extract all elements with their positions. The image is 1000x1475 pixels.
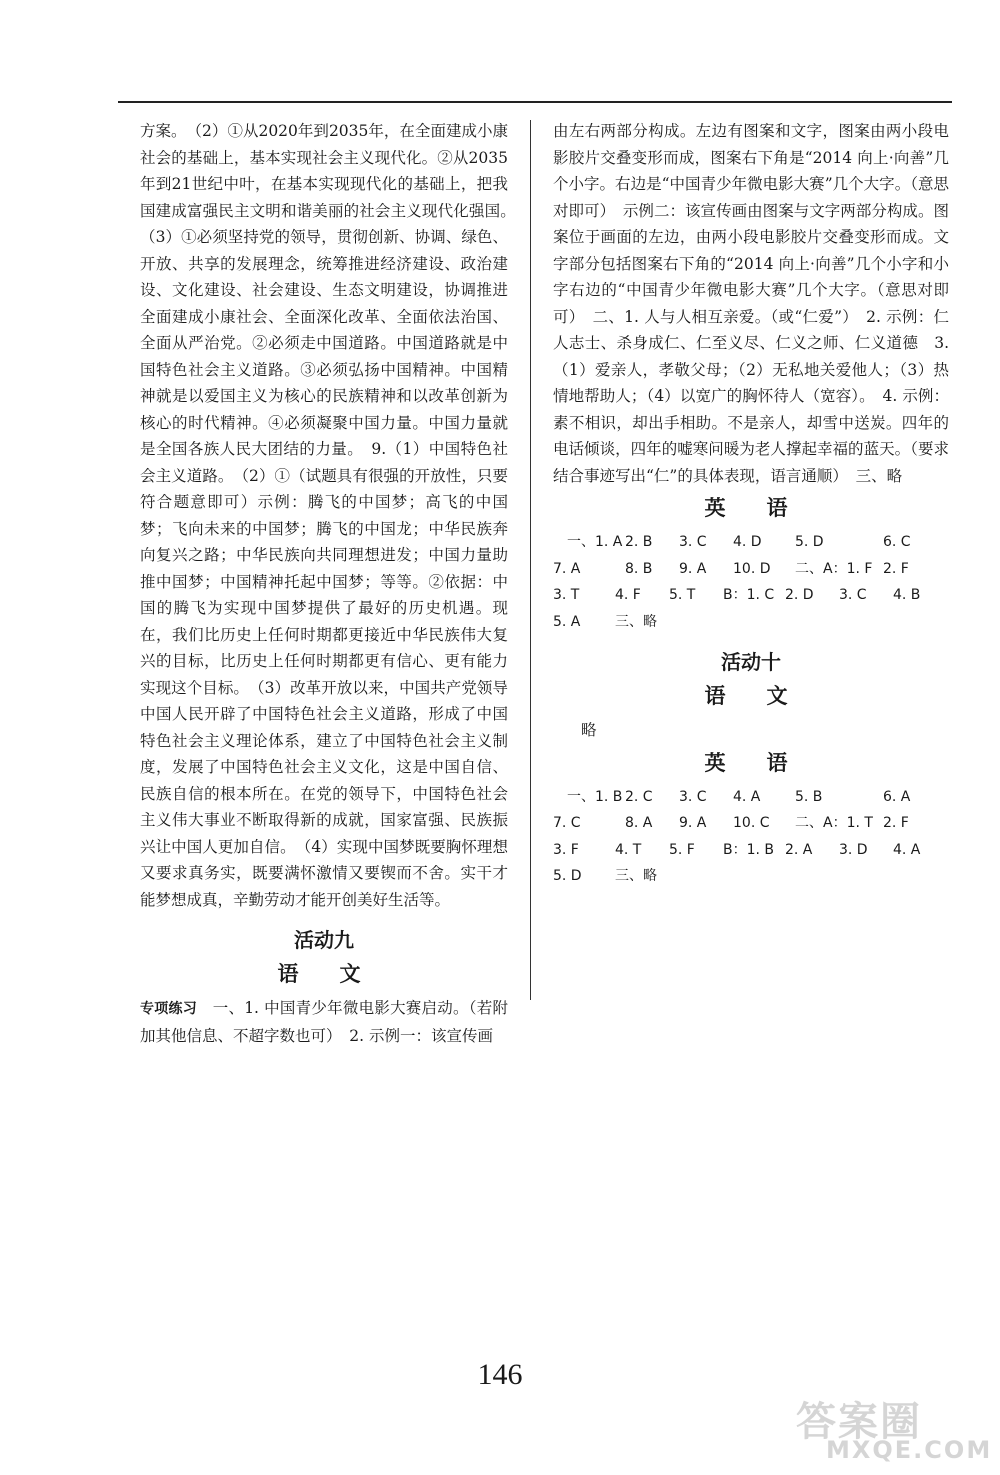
special-practice-label: 专项练习 <box>140 1001 197 1017</box>
special-practice-paragraph <box>140 995 508 1049</box>
english-answer-1-item: 2. F <box>883 560 909 577</box>
english-answer-1-item: 3. T <box>553 587 580 603</box>
left-column <box>140 118 524 1049</box>
english-answer-2-item: 二、A：1. T <box>795 815 873 831</box>
activity-9-heading: 活动九 <box>294 928 354 952</box>
english-answer-2-row <box>553 863 949 890</box>
english-answer-1-item: 5. A <box>553 613 581 630</box>
english-subject-heading-2: 英 语 <box>704 749 798 775</box>
english-answer-2-item: 5. D <box>553 868 582 884</box>
english-answer-2-item: 3. C <box>679 788 707 805</box>
english-answer-2-item: 5. F <box>669 841 695 858</box>
watermark-text: 答案圈 <box>796 1399 922 1445</box>
english-answer-2-row <box>553 837 949 864</box>
english-answer-2-item: 一、1. B <box>553 788 623 805</box>
page-number: 146 <box>477 1358 523 1391</box>
english-subject-heading-1: 英 语 <box>704 495 798 520</box>
english-answer-1-item: 9. A <box>679 560 707 577</box>
english-answer-1-item: B：1. C <box>723 587 775 603</box>
english-answer-1-row <box>553 582 949 609</box>
english-answer-2-item: 4. A <box>733 788 761 805</box>
english-answer-1-item: 3. C <box>679 534 707 550</box>
english-answer-1-row <box>553 529 949 556</box>
english-answer-1-item: 3. C <box>839 587 867 603</box>
special-practice-text: 一、1. 中国青少年微电影大赛启动。（若附加其他信息、不超字数也可） 2. 示例一：该宣传画 <box>140 999 509 1045</box>
english-answer-2-item: 三、略 <box>615 868 657 884</box>
english-answer-1-row <box>553 609 949 636</box>
english-answer-1-item: 10. D <box>733 560 771 577</box>
english-answer-2-item: 9. A <box>679 815 707 831</box>
english-answer-2-item: 3. F <box>553 841 579 858</box>
english-answer-2-item: 10. C <box>733 815 770 831</box>
chinese-subject-heading: 语 文 <box>277 961 371 986</box>
column-divider <box>530 120 531 1000</box>
english-answer-2-item: 8. A <box>625 815 653 831</box>
english-answer-1-row <box>553 556 949 583</box>
right-column <box>553 118 949 890</box>
english-answer-2-item: 2. A <box>785 841 813 858</box>
english-answer-1-item: 4. B <box>893 587 921 603</box>
english-answer-1-item: 二、A：1. F <box>795 560 873 577</box>
english-answer-2-item: 4. T <box>615 841 642 858</box>
english-answer-1-item: 2. B <box>625 534 653 550</box>
english-answer-2-item: 2. C <box>625 788 653 805</box>
header-rule <box>118 101 952 103</box>
english-answer-1-item: 4. F <box>615 587 641 603</box>
english-answer-2-item: 5. B <box>795 788 823 805</box>
watermark-url: MXQE.COM <box>826 1436 993 1464</box>
english-answer-1-item: 一、1. A <box>553 534 623 550</box>
english-answer-2-item: 4. A <box>893 841 921 858</box>
english-answer-2-row <box>553 784 949 811</box>
english-answer-2-item: 6. A <box>883 788 911 805</box>
english-answer-2-row <box>553 810 949 837</box>
english-answer-2-item: B：1. B <box>723 841 775 858</box>
english-answer-2-item: 7. C <box>553 815 581 831</box>
english-answer-1-item: 三、略 <box>615 613 657 630</box>
right-paragraph-answers: 由左右两部分构成。左边有图案和文字，图案由两小段电影胶片交叠变形而成，图案右下角是“2014 向上·向善”几个小字。右边是“中国青少年微电影大赛”几个大字。（意思对即可） 示例二：该宣传画由图案与文字两部分构成。图案位于画面的左边，由两小段电影胶片交叠变形而成。文字部分包括图案右下角的“2014 向上·向善”几个小字和小字右边的“中国青少年微电影大赛”几个大字。（意思对即可） 二、1. 人与人相互亲爱。（或“仁爱”） 2. 示例：仁人志士、杀身成仁、仁至义尽、仁义之师、仁义道德 3.（1）爱亲人，孝敬父母；（2）无私地关爱他人；（3）热情地帮助人；（4）以宽广的胸怀待人（宽容）。 4. 示例：素不相识，却出手相助。不是亲人，却雪中送炭。四年的电话倾谈，四年的嘘寒问暖为老人撑起幸福的蓝天。（要求结合事迹写出“仁”的具体表现，语言通顺） 三、略 <box>553 122 949 485</box>
english-answer-1-item: 2. D <box>785 587 814 603</box>
english-answer-1-item: 7. A <box>553 560 581 577</box>
watermark-logo <box>796 1390 993 1470</box>
english-answer-1-item: 8. B <box>625 560 653 577</box>
english-answer-1-item: 4. D <box>733 534 762 550</box>
english-answers-2 <box>553 784 949 890</box>
english-answer-1-item: 5. D <box>795 534 824 550</box>
english-answers-1 <box>553 529 949 635</box>
english-answer-1-item: 6. C <box>883 534 911 550</box>
left-paragraph-answers: 方案。 （2）①从2020年到2035年，在全面建成小康社会的基础上，基本实现社会主义现代化。②从2035年到21世纪中叶，在基本实现现代化的基础上，把我国建成富强民主文明和谐美丽的社会主义现代化强国。 （3）①必须坚持党的领导，贯彻创新、协调、绿色、开放、共享的发展理念，统筹推进经济建设、政治建设、文化建设、社会建设、生态文明建设，协调推进全面建成小康社会、全面深化改革、全面依法治国、全面从严治党。②必须走中国道路。中国道路就是中国特色社会主义道路。③必须弘扬中国精神。中国精神就是以爱国主义为核心的民族精神和以改革创新为核心的时代精神。④必须凝聚中国力量。中国力量就是全国各族人民大团结的力量。 9.（1）中国特色社会主义道路。 （2）①（试题具有很强的开放性，只要符合题意即可）示例：腾飞的中国梦；高飞的中国梦；飞向未来的中国梦；腾飞的中国龙；中华民族奔向复兴之路；中华民族向共同理想进发；中国力量助推中国梦；中国精神托起中国梦；等等。②依据：中国的腾飞为实现中国梦提供了最好的历史机遇。现在，我们比历史上任何时期都更接近中华民族伟大复兴的目标，比历史上任何时期都更有信心、更有能力实现这个目标。 （3）改革开放以来，中国共产党领导中国人民开辟了中国特色社会主义道路，形成了中国特色社会主义理论体系，建立了中国特色社会主义制度，发展了中国特色社会主义文化，这是中国自信、民族自信的根本所在。在党的领导下，中国特色社会主义伟大事业不断取得新的成就，国家富强、民族振兴让中国人更加自信。 （4）实现中国梦既要胸怀理想又要求真务实，既要满怀激情又要锲而不舍。实干才能梦想成真，辛勤劳动才能开创美好生活等。 <box>140 122 524 909</box>
chinese-subject-heading-2: 语 文 <box>704 683 798 708</box>
english-answer-1-item: 5. T <box>669 587 696 603</box>
activity-10-heading: 活动十 <box>721 650 781 674</box>
english-answer-2-item: 2. F <box>883 815 909 831</box>
english-answer-2-item: 3. D <box>839 841 868 858</box>
chinese-answer-omitted: 略 <box>581 721 597 739</box>
